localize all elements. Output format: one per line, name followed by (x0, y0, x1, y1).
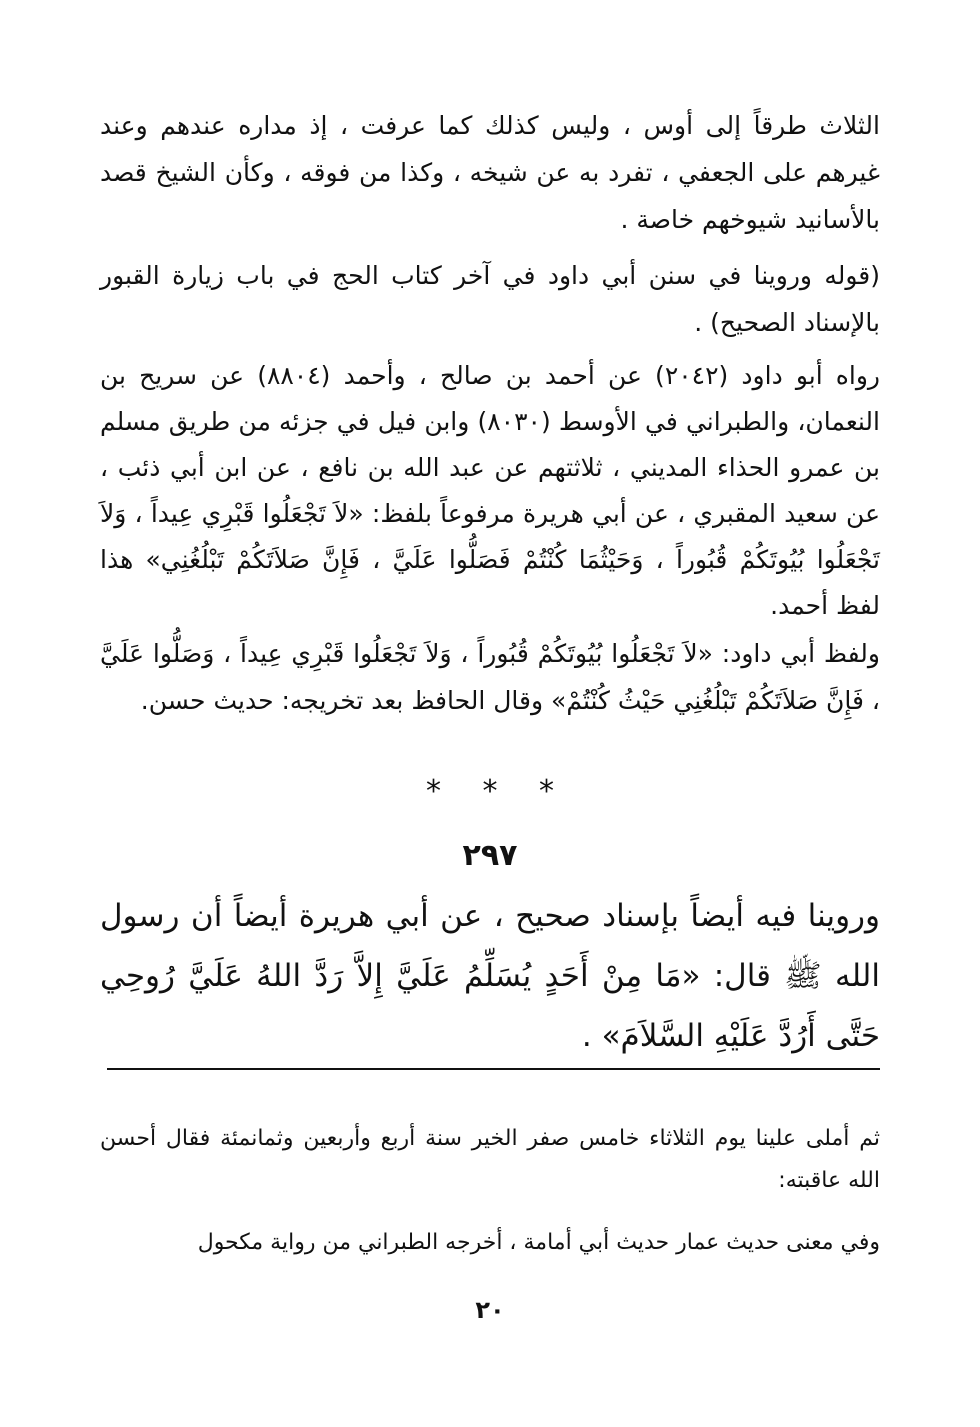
hadith-number: ٢٩٧ (462, 838, 518, 873)
separator-star: * (425, 774, 441, 809)
paragraph-quoted-heading: (قوله وروينا في سنن أبي داود في آخر كتاب الحج في باب زيارة القبور بالإسناد الصحيح) . (100, 261, 880, 337)
separator-star: * (482, 774, 498, 809)
footnote-dictation-note: ثم أملى علينا يوم الثلاثاء خامس صفر الخير سنة أربع وأربعين وثمانمئة فقال أحسن الله عاقبته: (100, 1126, 880, 1193)
page-number: ٢٠ (475, 1296, 505, 1324)
paragraph-abu-dawud-wording: ولفظ أبي داود: «لاَ تَجْعَلُوا بُيُوتَكُمْ قُبُوراً ، وَلاَ تَجْعَلُوا قَبْرِي عِيداً ، وَصَلُّوا عَلَيَّ ، فَإِنَّ صَلاَتَكُمْ تَبْلُغُنِي حَيْثُ كُنْتُمْ» وقال الحافظ بعد تخريجه: حديث حسن. (100, 639, 880, 715)
paragraph-takhrij: رواه أبو داود (٢٠٤٢) عن أحمد بن صالح ، وأحمد (٨٨٠٤) عن سريح بن النعمان، والطبراني في الأوسط (٨٠٣٠) وابن فيل في جزئه من طريق مسلم بن عمرو الحذاء المديني ، ثلاثتهم عن عبد الله بن نافع ، عن ابن أبي ذئب ، عن سعيد المقبري ، عن أبي هريرة مرفوعاً بلفظ: «لاَ تَجْعَلُوا قَبْرِي عِيداً ، وَلاَ تَجْعَلُوا بُيُوتَكُمْ قُبُوراً ، وَحَيْثُمَا كُنْتُمْ فَصَلُّوا عَلَيَّ ، فَإِنَّ صَلاَتَكُمْ تَبْلُغُنِي» هذا لفظ أحمد. (100, 361, 881, 620)
hadith-text: وروينا فيه أيضاً بإسناد صحيح ، عن أبي هريرة أيضاً أن رسول الله ﷺ قال: «مَا مِنْ أَحَدٍ يُسَلِّمُ عَلَيَّ إِلاَّ رَدَّ اللهُ عَلَيَّ رُوحِي حَتَّى أَرُدَّ عَلَيْهِ السَّلاَمَ» . (100, 898, 880, 1054)
footnote-commentary: وفي معنى حديث عمار حديث أبي أمامة ، أخرجه الطبراني من رواية مكحول (197, 1230, 880, 1255)
section-separator (0, 772, 980, 812)
separator-star: * (539, 774, 555, 809)
footnote-divider (107, 1068, 880, 1070)
paragraph-commentary-1: الثلاث طرقاً إلى أوس ، وليس كذلك كما عرفت ، إذ مداره عندهم وعند غيرهم على الجعفي ، تفرد به عن شيخه ، وكذا من فوقه ، وكأن الشيخ قصد بالأسانيد شيوخهم خاصة . (100, 111, 880, 234)
